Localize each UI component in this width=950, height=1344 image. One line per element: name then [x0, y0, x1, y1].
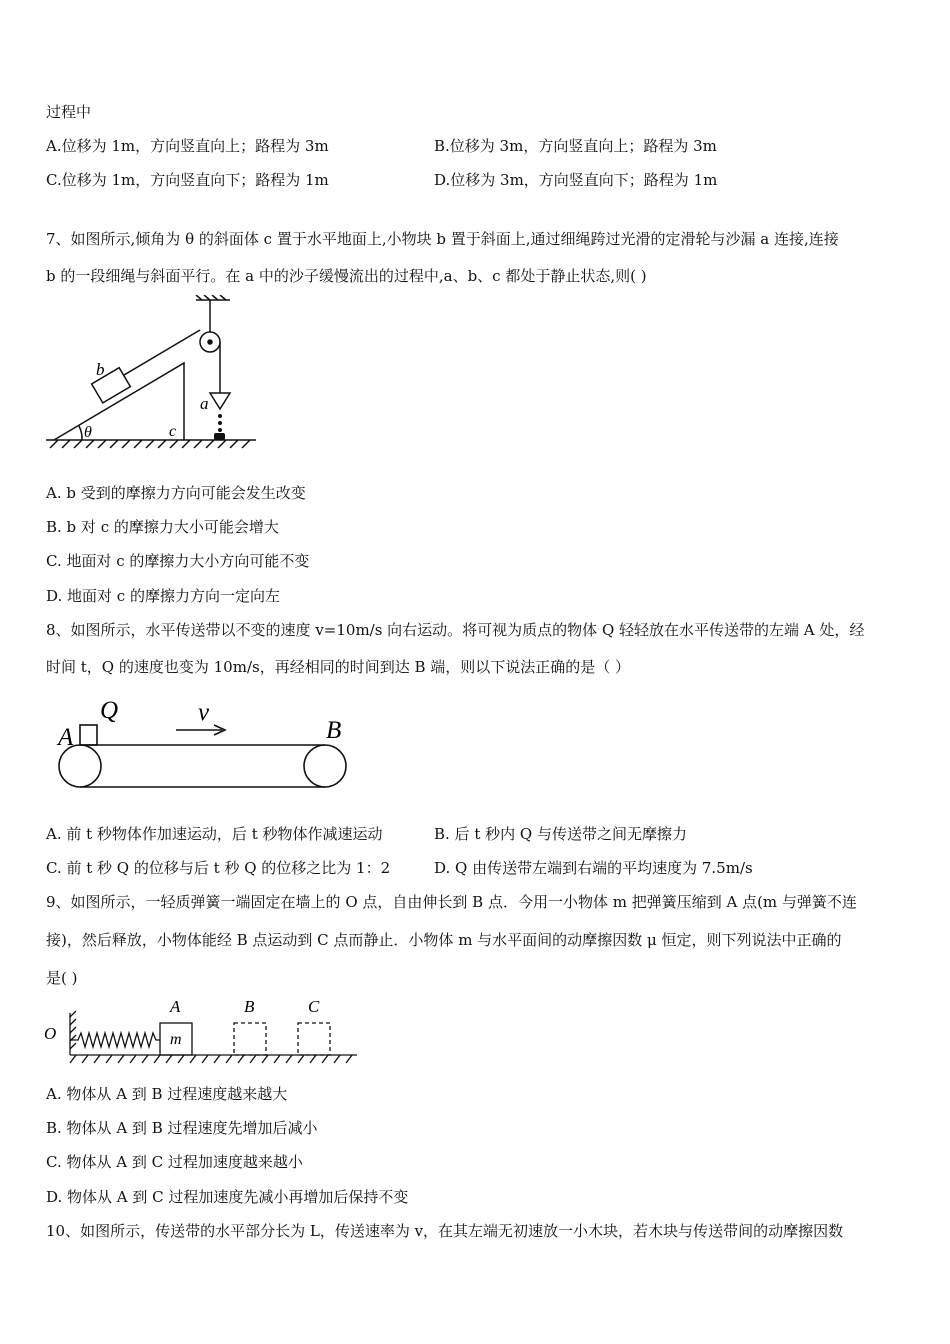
label-c: c — [169, 423, 177, 440]
q9-option-a: A. 物体从 A 到 B 过程速度越来越大 — [46, 1085, 288, 1103]
q10-stem-line1: 10、如图所示，传送带的水平部分长为 L，传送速率为 v，在其左端无初速放一小木块，若木块与传送带间的动摩擦因数 — [46, 1222, 844, 1240]
label-A: A — [58, 724, 74, 751]
q9-stem-line1: 9、如图所示，一轻质弹簧一端固定在墙上的 O 点，自由伸长到 B 点．今用一小物体 m 把弹簧压缩到 A 点(m 与弹簧不连 — [46, 893, 857, 911]
q9-stem-line2: 接)，然后释放，小物体能经 B 点运动到 C 点而静止．小物体 m 与水平面间的动摩擦因数 μ 恒定，则下列说法中正确的 — [46, 931, 842, 949]
label-v: v — [198, 699, 210, 726]
q8-option-c: C. 前 t 秒 Q 的位移与后 t 秒 Q 的位移之比为 1：2 — [46, 859, 391, 877]
q6-option-b: B.位移为 3m，方向竖直向上；路程为 3m — [434, 137, 717, 155]
q7-option-d: D. 地面对 c 的摩擦力方向一定向左 — [46, 587, 280, 605]
q9-stem-line3: 是( ) — [46, 969, 78, 987]
label-block-A: A — [170, 997, 181, 1016]
q7-option-b: B. b 对 c 的摩擦力大小可能会增大 — [46, 518, 279, 536]
q8-option-a: A. 前 t 秒物体作加速运动，后 t 秒物体作减速运动 — [46, 825, 383, 843]
incline-pulley-figure — [44, 295, 259, 450]
q9-option-c: C. 物体从 A 到 C 过程加速度越来越小 — [46, 1153, 303, 1171]
label-block-B: B — [244, 997, 255, 1016]
q6-option-c: C.位移为 1m，方向竖直向下；路程为 1m — [46, 171, 329, 189]
q7-stem-line1: 7、如图所示,倾角为 θ 的斜面体 c 置于水平地面上,小物块 b 置于斜面上,通过细绳跨过光滑的定滑轮与沙漏 a 连接,连接 — [46, 230, 839, 248]
label-Q: Q — [100, 697, 119, 724]
q8-option-d: D. Q 由传送带左端到右端的平均速度为 7.5m/s — [434, 859, 753, 877]
q8-stem-line1: 8、如图所示，水平传送带以不变的速度 v=10m/s 向右运动。将可视为质点的物体 Q 轻轻放在水平传送带的左端 A 处，经 — [46, 621, 865, 639]
q7-option-c: C. 地面对 c 的摩擦力大小方向可能不变 — [46, 552, 310, 570]
conveyor-belt-figure — [50, 690, 355, 800]
label-O: O — [44, 1024, 57, 1043]
q7-stem-line2: b 的一段细绳与斜面平行。在 a 中的沙子缓慢流出的过程中,a、b、c 都处于静止状态,则( ) — [46, 267, 647, 285]
q6-option-a: A.位移为 1m，方向竖直向上；路程为 3m — [46, 137, 329, 155]
label-a: a — [200, 394, 209, 413]
label-m: m — [170, 1031, 182, 1048]
label-block-C: C — [308, 997, 320, 1016]
q6-option-d: D.位移为 3m，方向竖直向下；路程为 1m — [434, 171, 718, 189]
q8-stem-line2: 时间 t，Q 的速度也变为 10m/s，再经相同的时间到达 B 端，则以下说法正确的是（ ） — [46, 658, 631, 676]
continuation-text: 过程中 — [46, 103, 92, 121]
q8-option-b: B. 后 t 秒内 Q 与传送带之间无摩擦力 — [434, 825, 687, 843]
label-B: B — [326, 717, 342, 744]
q7-option-a: A. b 受到的摩擦力方向可能会发生改变 — [46, 484, 306, 502]
q9-option-b: B. 物体从 A 到 B 过程速度先增加后减小 — [46, 1119, 318, 1137]
label-theta: θ — [84, 424, 92, 441]
q9-option-d: D. 物体从 A 到 C 过程加速度先减小再增加后保持不变 — [46, 1188, 409, 1206]
spring-block-figure — [42, 995, 362, 1070]
label-b: b — [96, 360, 105, 379]
